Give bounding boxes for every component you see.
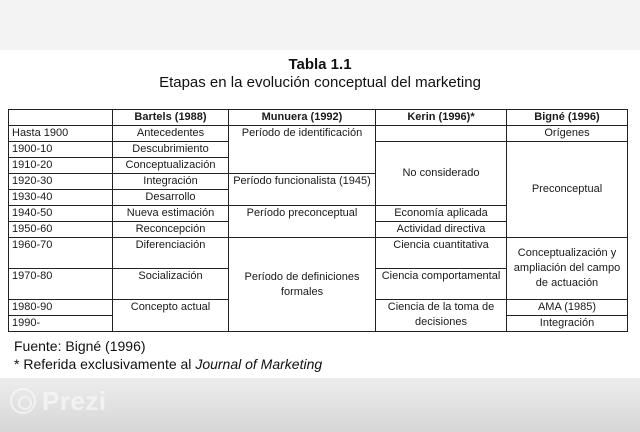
munuera-label: Período de identificación xyxy=(241,127,363,139)
year-cell: 1940-50 xyxy=(9,206,113,222)
bigne-cell: Preconceptual xyxy=(507,142,628,238)
kerin-cell: Economía aplicada xyxy=(376,206,507,222)
table-subtitle: Etapas en la evolución conceptual del marketing xyxy=(159,74,481,91)
year-cell: 1900-10 xyxy=(9,142,113,158)
marketing-evolution-table xyxy=(8,109,628,332)
munuera-cell: Período preconceptual xyxy=(229,206,376,238)
munuera-cell: Período funcionalista (1945) xyxy=(229,174,376,206)
year-cell: 1930-40 xyxy=(9,190,113,206)
year-cell: 1960-70 xyxy=(9,238,113,269)
bartels-cell: Diferenciación xyxy=(113,238,229,269)
bartels-cell: Antecedentes xyxy=(113,126,229,142)
year-cell: 1910-20 xyxy=(9,158,113,174)
year-cell: 1920-30 xyxy=(9,174,113,190)
header-bartels: Bartels (1988) xyxy=(113,110,229,126)
bartels-cell: Concepto actual xyxy=(113,300,229,332)
year-cell: 1980-90 xyxy=(9,300,113,316)
header-period xyxy=(9,110,113,126)
year-cell: 1990- xyxy=(9,316,113,332)
kerin-cell: Actividad directiva xyxy=(376,222,507,238)
header-bigne: Bigné (1996) xyxy=(507,110,628,126)
kerin-cell xyxy=(376,126,507,142)
bartels-cell: Descubrimiento xyxy=(113,142,229,158)
journal-name: Journal of Marketing xyxy=(195,356,323,372)
munuera-cell: Período de definiciones formales xyxy=(229,238,376,332)
prezi-wordmark: Prezi xyxy=(42,386,107,416)
prezi-watermark xyxy=(10,386,130,420)
bartels-cell: Socialización xyxy=(113,269,229,300)
header-row xyxy=(9,110,628,126)
bigne-cell: AMA (1985) xyxy=(507,300,628,316)
footnote-text: * Referida exclusivamente al xyxy=(14,356,196,372)
kerin-cell: Ciencia de la toma de decisiones xyxy=(376,300,507,332)
munuera-cell xyxy=(229,126,376,174)
source-note: Fuente: Bigné (1996) xyxy=(14,338,146,354)
year-cell: 1950-60 xyxy=(9,222,113,238)
bartels-cell: Integración xyxy=(113,174,229,190)
table-row xyxy=(9,126,628,142)
kerin-cell: No considerado xyxy=(376,142,507,206)
year-cell: 1970-80 xyxy=(9,269,113,300)
top-band xyxy=(0,0,640,50)
bartels-cell: Desarrollo xyxy=(113,190,229,206)
header-munuera: Munuera (1992) xyxy=(229,110,376,126)
footnote xyxy=(14,356,322,372)
bartels-cell: Reconcepción xyxy=(113,222,229,238)
table-title: Tabla 1.1 xyxy=(288,56,352,73)
bigne-cell: Integración xyxy=(507,316,628,332)
bigne-cell: Orígenes xyxy=(507,126,628,142)
kerin-cell: Ciencia cuantitativa xyxy=(376,238,507,269)
kerin-cell: Ciencia comportamental xyxy=(376,269,507,300)
bigne-cell: Conceptualización y ampliación del campo de actuación xyxy=(507,238,628,300)
header-kerin: Kerin (1996)* xyxy=(376,110,507,126)
table-row xyxy=(9,238,628,269)
prezi-logo-icon xyxy=(10,388,36,414)
year-cell: Hasta 1900 xyxy=(9,126,113,142)
bartels-cell: Nueva estimación xyxy=(113,206,229,222)
bartels-cell: Conceptualización xyxy=(113,158,229,174)
